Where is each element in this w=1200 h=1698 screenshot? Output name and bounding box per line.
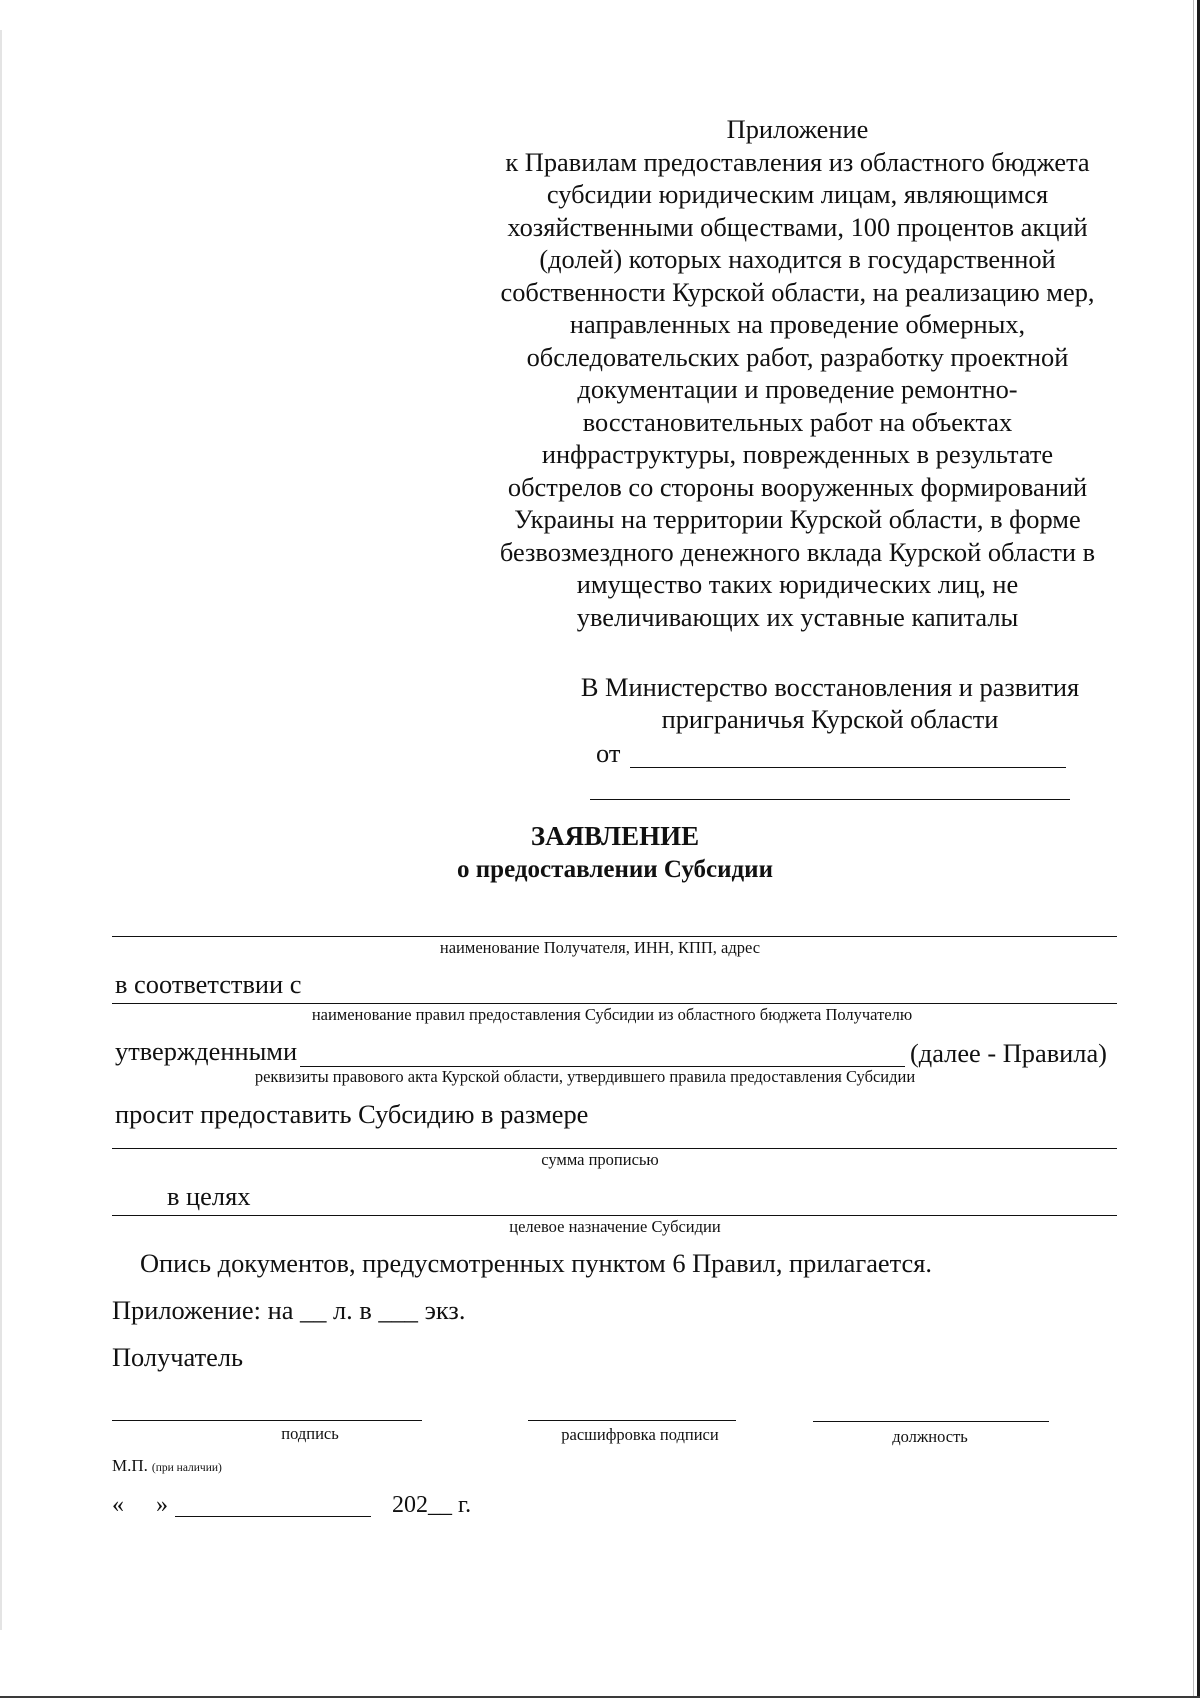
signature-field[interactable]: [112, 1420, 422, 1421]
inventory-text: Опись документов, предусмотренных пунктом 6 Правил, прилагается.: [140, 1248, 932, 1278]
appendix-line: субсидии юридическим лицам, являющимся: [546, 179, 1049, 209]
appendix-line: хозяйственными обществами, 100 процентов акций: [507, 211, 1088, 242]
accordance-label: в соответствии с: [115, 969, 302, 999]
appendix-line: обстрелов со стороны вооруженных формирований: [507, 471, 1088, 502]
appendix-line: (долей) которых находится в государственной: [539, 244, 1056, 274]
document-subtitle: о предоставлении Субсидии: [457, 856, 773, 883]
appendix-line: направленных на проведение обмерных,: [569, 309, 1026, 339]
purpose-field[interactable]: [112, 1215, 1117, 1216]
appendix-block: [470, 113, 1125, 633]
appendix-line: инфраструктуры, поврежденных в результате: [541, 439, 1054, 469]
rules-suffix: (далее - Правила): [910, 1038, 1107, 1068]
addressee-block: [540, 671, 1120, 735]
recipient-caption: наименование Получателя, ИНН, КПП, адрес: [439, 938, 761, 957]
rules-caption: наименование правил предоставления Субсидии из областного бюджета Получателю: [311, 1005, 913, 1024]
appendix-line: обследовательских работ, разработку проектной: [526, 341, 1069, 372]
appendix-line: Приложение: [726, 114, 869, 144]
request-label: просит предоставить Субсидию в размере: [115, 1099, 589, 1129]
seal-block: [112, 1456, 222, 1476]
amount-caption: сумма прописью: [541, 1150, 659, 1169]
date-open-quote: «: [112, 1492, 124, 1518]
date-field[interactable]: [175, 1516, 371, 1517]
appendix-line: Украины на территории Курской области, в форме: [514, 504, 1081, 534]
from-name-field[interactable]: [630, 767, 1066, 768]
document-title: ЗАЯВЛЕНИЕ: [530, 821, 700, 851]
addressee-line-1: В Министерство восстановления и развития: [580, 672, 1080, 702]
appendix-line: имущество таких юридических лиц, не: [576, 569, 1019, 599]
decoding-caption: расшифровка подписи: [561, 1425, 719, 1444]
addressee-line-2: приграничья Курской области: [661, 704, 999, 734]
appendix-line: увеличивающих их уставные капиталы: [576, 601, 1019, 632]
appendix-line: к Правилам предоставления из областного бюджета: [505, 146, 1090, 177]
appendix-line: восстановительных работ на объектах: [582, 406, 1013, 437]
appendix-line: собственности Курской области, на реализацию мер,: [500, 276, 1095, 307]
from-label: от: [596, 738, 621, 768]
purpose-label: в целях: [167, 1181, 251, 1211]
seal-note: (при наличии): [151, 1462, 222, 1474]
recipient-field[interactable]: [112, 936, 1117, 937]
approved-label: утвержденными: [115, 1036, 298, 1066]
year-text: 202__ г.: [392, 1492, 472, 1518]
signature-caption: подпись: [281, 1424, 339, 1443]
signature-decoding-field[interactable]: [528, 1420, 736, 1421]
appendix-line: документации и проведение ремонтно-: [577, 374, 1018, 404]
from-name-field-2[interactable]: [590, 799, 1070, 800]
seal-label: М.П.: [112, 1456, 148, 1475]
position-field[interactable]: [813, 1421, 1049, 1422]
recipient-label: Получатель: [112, 1342, 244, 1372]
date-close-quote: »: [156, 1492, 168, 1518]
rules-name-field[interactable]: [112, 1003, 1117, 1004]
attachment-text: Приложение: на __ л. в ___ экз.: [112, 1295, 466, 1325]
appendix-line: безвозмездного денежного вклада Курской области в: [499, 536, 1096, 567]
act-caption: реквизиты правового акта Курской области, утвердившего правила предоставления Субсидии: [254, 1067, 916, 1086]
purpose-caption: целевое назначение Субсидии: [509, 1217, 721, 1236]
amount-field[interactable]: [112, 1148, 1117, 1149]
position-caption: должность: [892, 1427, 968, 1446]
